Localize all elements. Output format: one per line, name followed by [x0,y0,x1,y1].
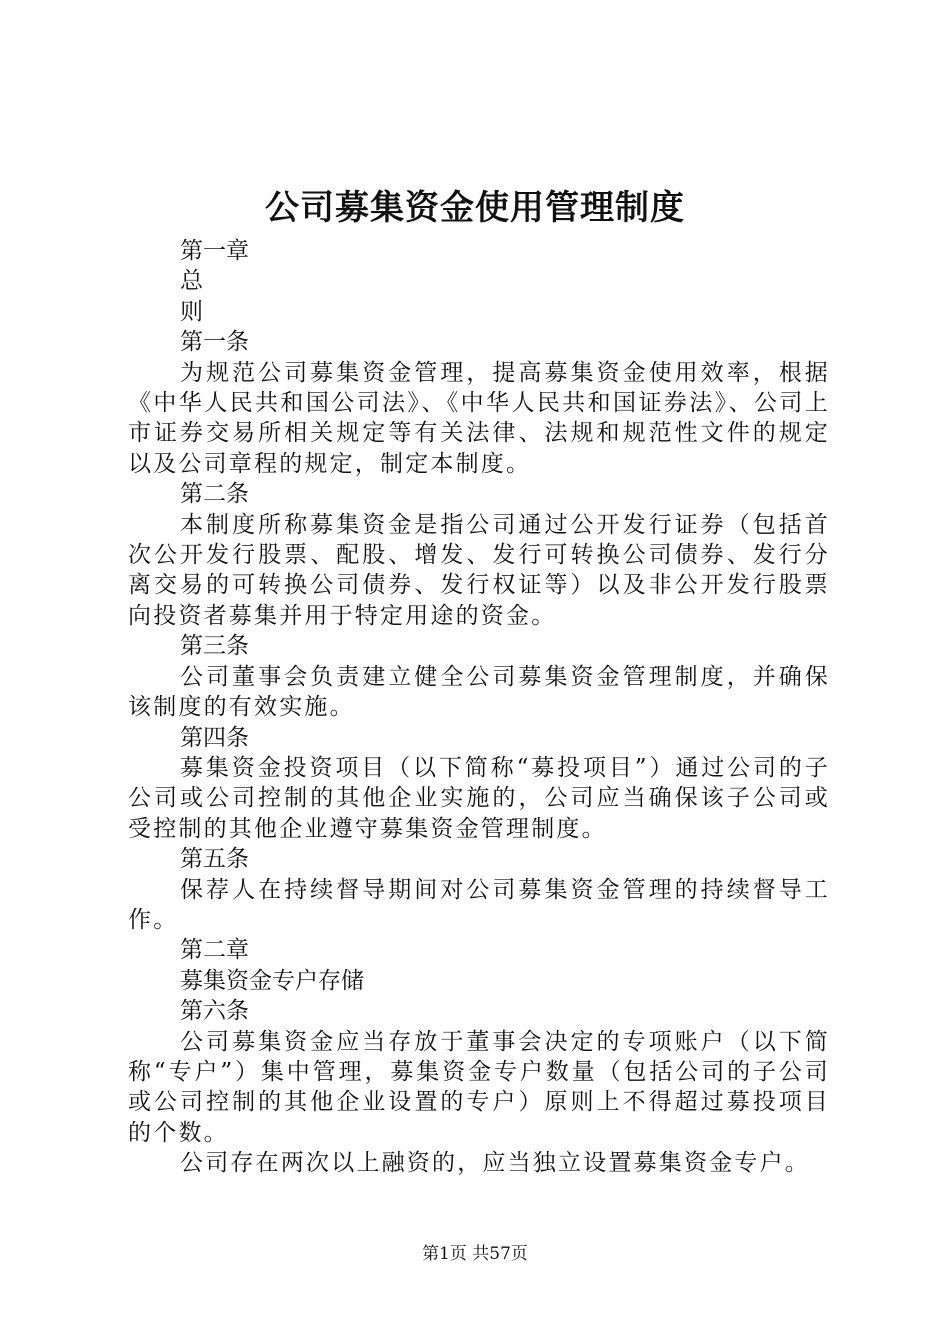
article-text: 公司董事会负责建立健全公司募集资金管理制度，并确保该制度的有效实施。 [128,663,830,721]
page-footer: 第1页 共57页 [422,1244,528,1264]
chapter-name-part: 则 [180,298,203,325]
document-body [128,236,830,1179]
article-label: 第二条 [180,481,249,508]
chapter-name-part: 总 [180,268,203,295]
article-text: 本制度所称募集资金是指公司通过公开发行证券（包括首次公开发行股票、配股、增发、发行可转换公司债券、发行分离交易的可转换公司债券、发行权证等）以及非公开发行股票向投资者募集并用于特定用途的资金。 [128,511,830,629]
article-label: 第一条 [180,329,249,356]
article-label: 第三条 [180,633,249,660]
article-label: 第四条 [180,724,249,751]
article-text: 为规范公司募集资金管理，提高募集资金使用效率，根据《中华人民共和国公司法》、《中华人民共和国证券法》、公司上市证券交易所相关规定等有关法律、法规和规范性文件的规定以及公司章程的规定，制定本制度。 [128,359,830,477]
document-title: 公司募集资金使用管理制度 [265,188,685,228]
chapter-name: 募集资金专户存储 [180,967,364,994]
article-text: 保荐人在持续督导期间对公司募集资金管理的持续督导工作。 [128,876,830,933]
article-label: 第六条 [180,998,249,1025]
chapter-heading: 第二章 [180,937,249,964]
article-text: 募集资金投资项目（以下简称“募投项目”）通过公司的子公司或公司控制的其他企业实施的，公司应当确保该子公司或受控制的其他企业遵守募集资金管理制度。 [128,754,830,842]
article-text: 公司存在两次以上融资的，应当独立设置募集资金专户。 [180,1150,810,1177]
article-text: 公司募集资金应当存放于董事会决定的专项账户（以下简称“专户”）集中管理，募集资金专户数量（包括公司的子公司或公司控制的其他企业设置的专户）原则上不得超过募投项目的个数。 [128,1028,830,1146]
article-label: 第五条 [180,846,249,873]
chapter-heading: 第一章 [180,238,249,264]
